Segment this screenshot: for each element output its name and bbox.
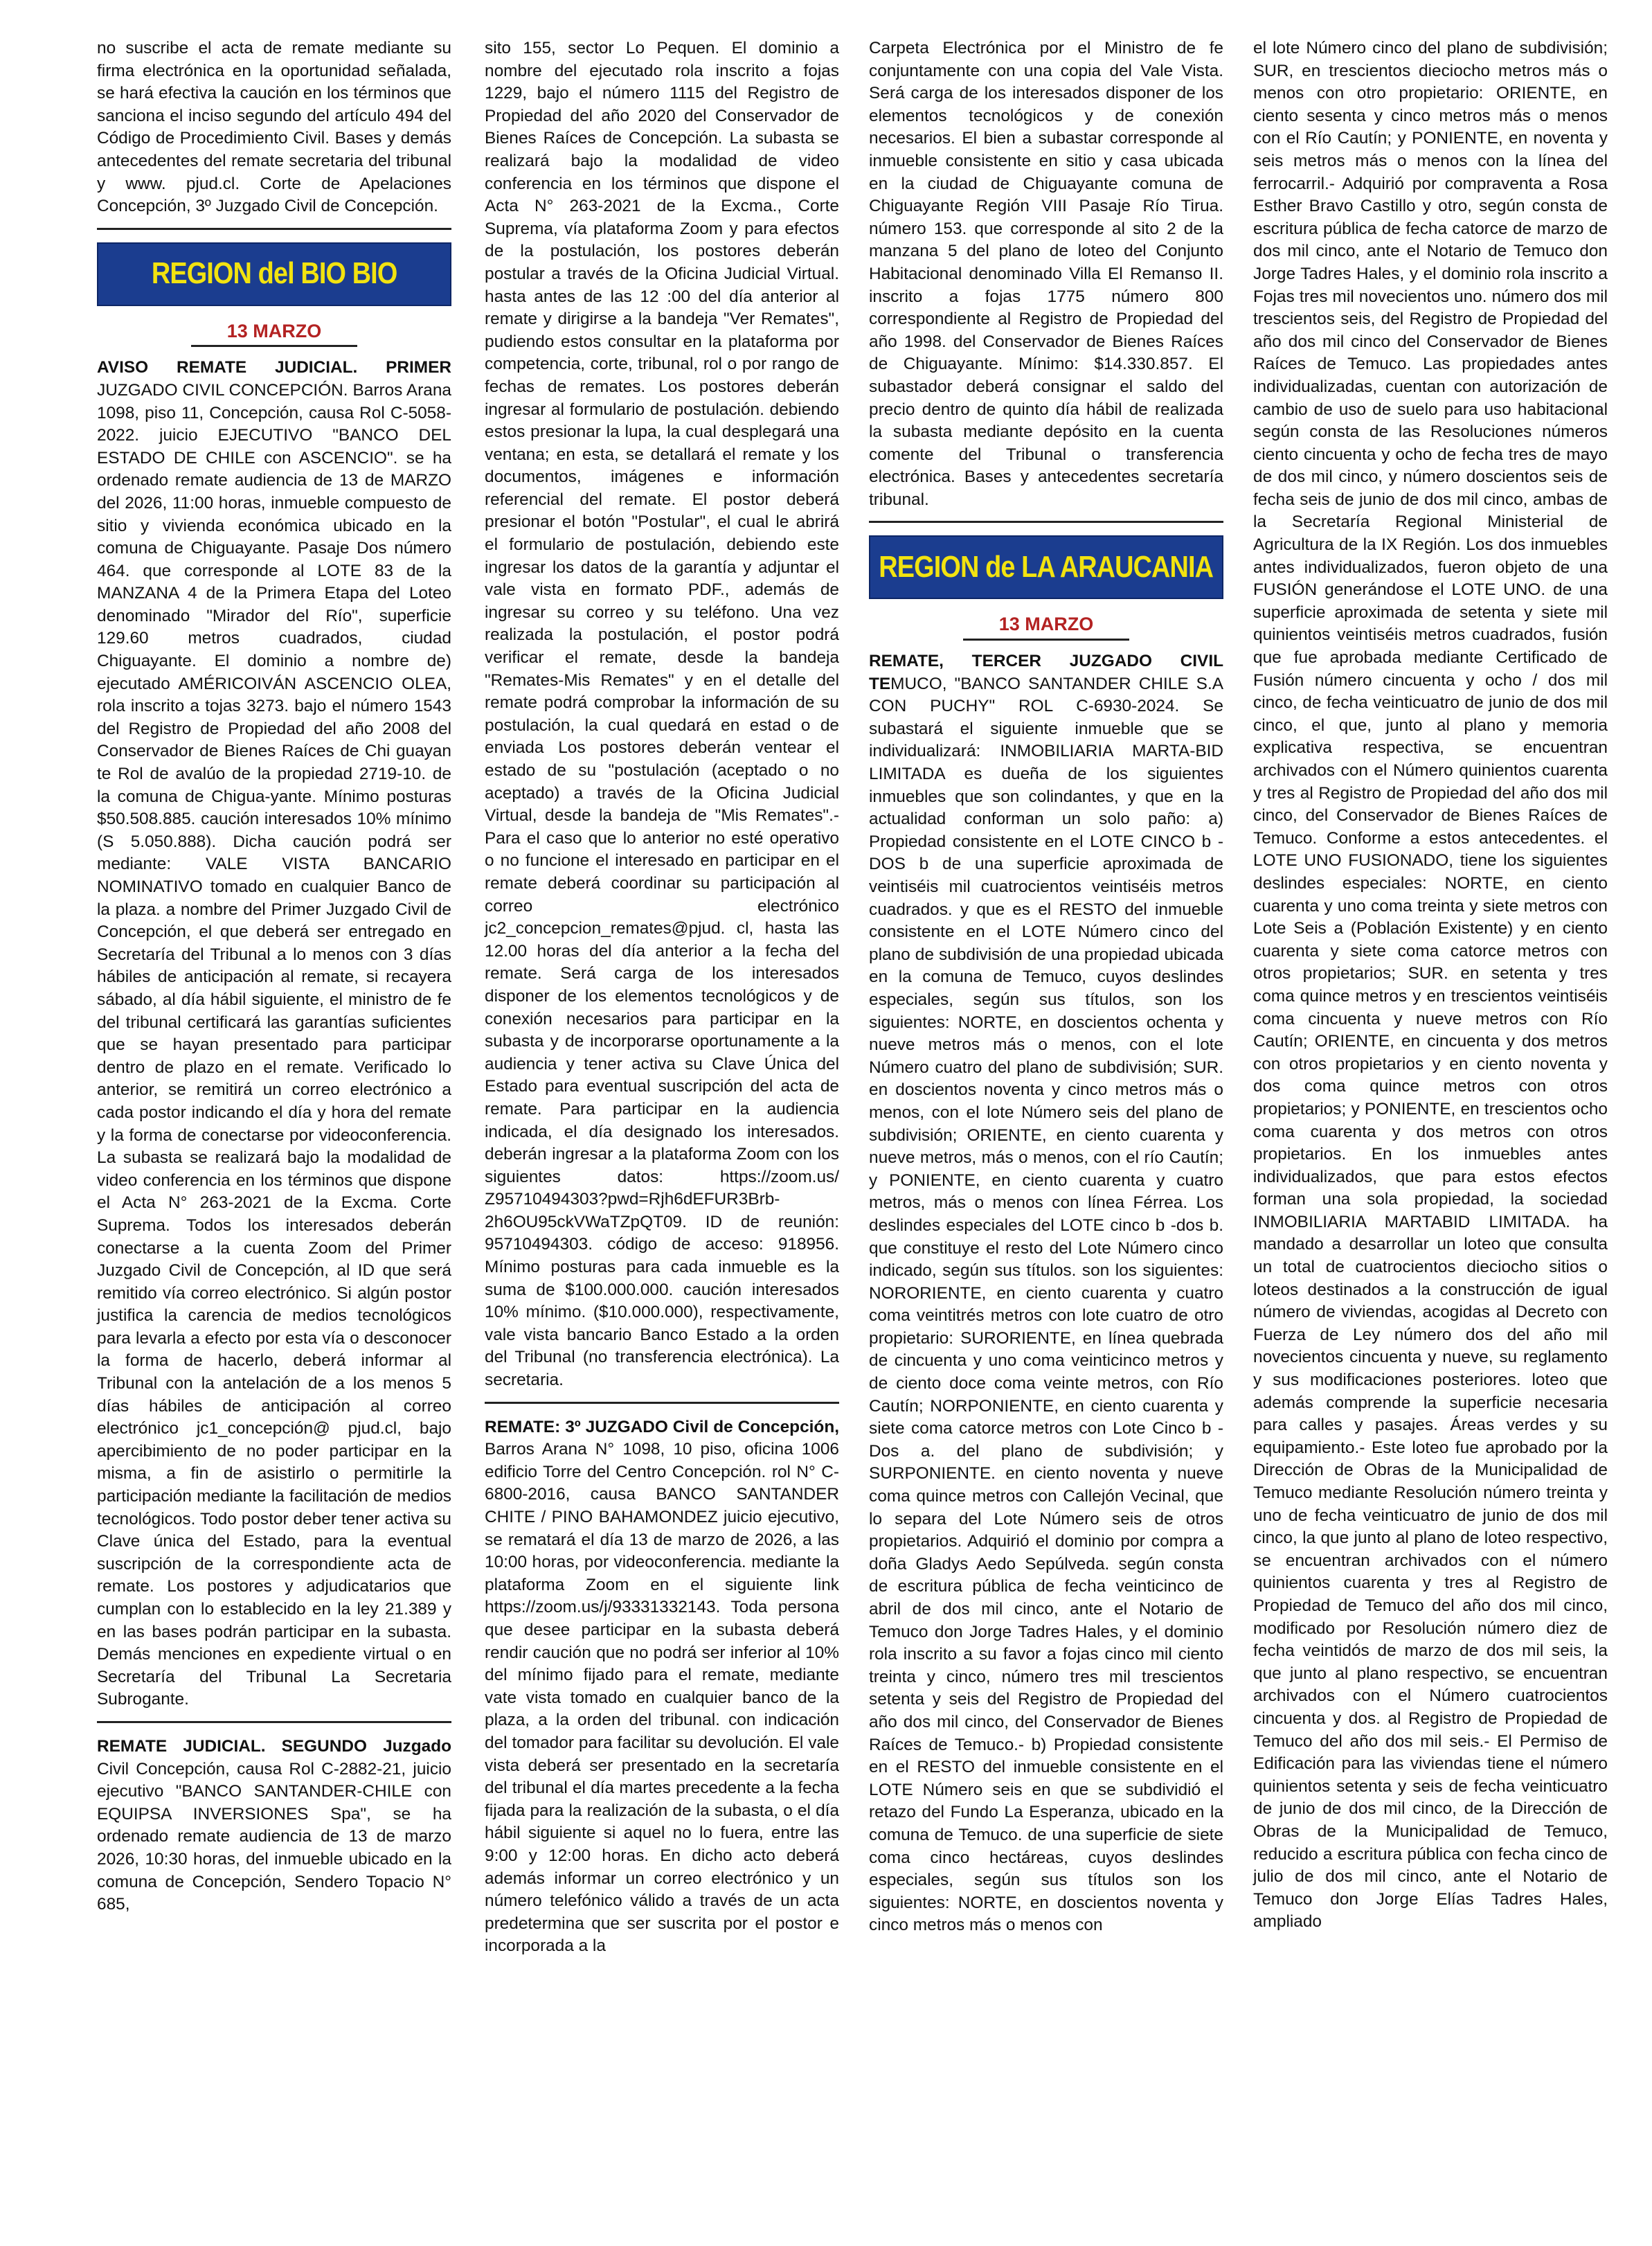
date-divider xyxy=(963,639,1129,641)
region-banner xyxy=(97,242,451,306)
notice-continuation: el lote Número cinco del plano de subdivisión; SUR, en trescientos dieciocho metros más o menos con otro propietario: ORIENTE, en ciento sesenta y cinco metros más o menos con el Río Cautín; y PONIENTE, en noventa y seis metros más o menos con la línea del ferrocarril.- Adquirió por compraventa a Rosa Esther Bravo Castillo y otro, según consta de escritura pública de fecha catorce de marzo de dos mil cinco, ante el Notario de Temuco don Jorge Tadres Hales, y el dominio rola inscrito a Fojas tres mil novecientos uno. número dos mil trescientos seis, del Registro de Propiedad del año dos mil cinco del Conservador de Bienes Raíces de Temuco. Las propiedades antes individualizadas, cuentan con autorización de cambio de uso de suelo para uso habitacional según consta de las Resoluciones números ciento cincuenta y ocho de fecha tres de mayo de dos mil cinco, y número doscientos seis de fecha seis de junio de dos mil cinco, ambas de la Secretaría Regional Ministerial de Agricultura de la IX Región. Los dos inmuebles antes individualizados, fueron objeto de una FUSIÓN generándose el LOTE UNO. de una superficie aproximada de setenta y siete mil quinientos veintiséis metros cuadrados, fusión que fue aprobada mediante Certificado de Fusión número cincuenta y ocho / dos mil cinco, de fecha veinticuatro de junio de dos mil cinco, el que, junto al plano y memoria explicativa respectiva, se encuentran archivados con el Número quinientos cuarenta y tres al Registro de Propiedad del año dos mil cinco, del Conservador de Bienes Raíces de Temuco. Conforme a estos antecedentes. el LOTE UNO FUSIONADO, tiene los siguientes deslindes especiales: NORTE, en ciento cuarenta y uno coma treinta y siete metros con Lote Seis a (Población Existente) y en ciento cuarenta y siete coma catorce metros con otros propietarios; SUR. en setenta y tres coma quince metros y en trescientos veintiséis coma cincuenta y nueve metros con Río Cautín; ORIENTE, en cincuenta y dos metros con otros propietarios y en ciento noventa y dos coma quince metros con otros propietarios; y PONIENTE, en trescientos ocho coma cuarenta y dos metros con otros propietarios. En los inmuebles antes individualizados, que para estos efectos forman una sola propiedad, la sociedad INMOBILIARIA MARTABID LIMITADA. ha mandado a desarrollar un loteo que consulta un total de cuatrocientos dieciocho sitios o loteos destinados a la construcción de igual número de viviendas, acogidas al Decreto con Fuerza de Ley número dos del año mil novecientos cincuenta y nueve, su reglamento y sus modificaciones posteriores. loteo que además comprende la superficie necesaria para calles y pasajes. Áreas verdes y su equipamiento.- Este loteo fue aprobado por la Dirección de Obras de la Municipalidad de Temuco mediante Resolución número treinta y uno de fecha veinticuatro de junio de dos mil cinco, la que junto al plano de loteo respectivo, se encuentran archivados con el número quinientos cuarenta y tres al Registro de Propiedad de Temuco del año dos mil cinco, modificado por Resolución número diez de fecha veintidós de marzo de dos mil seis, la que junto al plano respectivo, se encuentran archivados con el Número cuatrocientos cincuenta y dos. al Registro de Propiedad de Temuco del año dos mil seis.- El Permiso de Edificación para las viviendas tiene el número quinientos setenta y seis de fecha veinticuatro de junio de dos mil cinco, de la Dirección de Obras de la Municipalidad de Temuco, reducido a escritura pública con fecha cinco de julio de dos mil cinco, ante el Notario de Temuco don Jorge Elías Tadres Hales, ampliado xyxy=(1253,39,1608,1932)
notice-continuation: no suscribe el acta de remate mediante su firma electrónica en la oportunidad señalada, se hará efectiva la caución en los términos que sanciona el inciso segundo del artículo 494 del Código de Procedimiento Civil. Bases y demás antecedentes del remate secretaria del tribunal y www. pjud.cl. Corte de Apelaciones Concepción, 3º Juzgado Civil de Concepción. xyxy=(97,39,451,216)
region-banner xyxy=(869,535,1223,599)
column-4 xyxy=(1253,37,1608,1934)
column-3 xyxy=(869,37,1223,1937)
notice-heading: REMATE JUDICIAL. SEGUNDO Juzgado xyxy=(97,1736,451,1756)
divider xyxy=(869,521,1223,523)
notice-continuation: Carpeta Electrónica por el Ministro de fe conjuntamente con una copia del Vale Vista. Será carga de los interesados disponer de los elementos tecnológicos y de conexión necesarios. El bien a subastar corresponde al inmueble consistente en sitio y casa ubicada en la ciudad de Chiguayante comuna de Chiguayante Región VIII Pasaje Río Tirua. número 153. que corresponde al sito 2 de la manzana 5 del plano de loteo del Conjunto Habitacional denominado Villa El Remanso II. inscrito a fojas 1775 número 800 correspondiente al Registro de Propiedad del año 1998. del Conservador de Bienes Raíces de Chiguayante. Mínimo: $14.330.857. El subastador deberá consignar el saldo del precio dentro de quinto día hábil de realizada la subasta mediante depósito en la cuenta comente del Tribunal o transferencia electrónica. Bases y antecedentes secretaría tribunal. xyxy=(869,39,1223,509)
notice-heading: REMATE, TERCER JUZGADO CIVIL TE xyxy=(869,652,1223,693)
section-date: 13 MARZO xyxy=(226,320,322,341)
notice-body: MUCO, "BANCO SANTANDER CHILE S.A CON PUCHY" ROL C-6930-2024. Se subastará el siguiente inmueble que se individualizará: INMOBILIARIA MARTA-BID LIMITADA es dueña de los siguientes inmuebles que son colindantes, y que en la actualidad conforman un solo paño: a) Propiedad consistente en el LOTE CINCO b - DOS b de una superficie aproximada de veintiséis mil cuatrocientos veintiséis metros cuadrados. y que es el RESTO del inmueble consistente en el LOTE Número cinco del plano de subdivisión de una propiedad ubicada en la comuna de Temuco, cuyos deslindes especiales, según sus títulos, son los siguientes: NORTE, en doscientos ochenta y nueve metros más o menos, con el lote Número cuatro del plano de subdivisión; SUR. en doscientos noventa y cinco metros más o menos, con el lote Número seis del plano de subdivisión; ORIENTE, en ciento cuarenta y nueve metros, más o menos, con el río Cautín; y PONIENTE, en ciento cuarenta y cuatro metros, más o menos con línea Férrea. Los deslindes especiales del LOTE cinco b -dos b. que constituye el resto del Lote Número cinco indicado, según sus títulos. son los siguientes: NORORIENTE, en ciento cuarenta y cuatro coma veintitrés metros con lote cuatro de otro propietario: SURORIENTE, en línea quebrada de cincuenta y uno coma veinticinco metros y de ciento doce coma veinte metros, con Río Cautín; NORPONIENTE, en ciento cuarenta y siete coma catorce metros con Lote Cinco b - Dos a. del plano de subdivisión; y SURPONIENTE. en ciento noventa y nueve coma quince metros con Callejón Vecinal, que lo separa del Lote Número seis de otros propietarios. Adquirió el dominio por compra a doña Gladys Aedo Sepúlveda. según consta de escritura pública de fecha veinticinco de abril de dos mil cinco, ante el Notario de Temuco don Jorge Tadres Hales, y el dominio rola inscrito a su favor a fojas cinco mil ciento treinta y cinco, número tres mil trescientos setenta y seis del Registro de Propiedad del año dos mil cinco, del Conservador de Bienes Raíces de Temuco.- b) Propiedad consistente en el RESTO del inmueble consistente en el LOTE Número seis en que se subdividió el retazo del Fundo La Esperanza, ubicado en la comuna de Temuco. de una superficie de siete coma cinco hectáreas, cuyos deslindes especiales, según sus títulos son los siguientes: NORTE, en doscientos noventa y cinco metros más o menos con xyxy=(869,674,1223,1935)
notice-body: Civil Concepción, causa Rol C-2882-21, juicio ejecutivo "BANCO SANTANDER-CHILE con EQUIPSA INVERSIONES Spa", se ha ordenado remate audiencia de 13 de marzo 2026, 10:30 horas, del inmueble ubicado en la comuna de Concepción, Sendero Topacio N° 685, xyxy=(97,1759,451,1914)
column-1 xyxy=(97,37,451,1916)
notice-auction-1 xyxy=(97,357,451,1711)
notice-auction-3 xyxy=(485,1416,839,1958)
divider xyxy=(485,1402,839,1404)
region-banner-title: REGION del BIO BIO xyxy=(151,256,397,291)
notice-auction-4 xyxy=(869,650,1223,1937)
notice-continuation: sito 155, sector Lo Pequen. El dominio a nombre del ejecutado rola inscrito a fojas 1229, bajo el número 1115 del Registro de Propiedad del año 2020 del Conservador de Bienes Raíces de Concepción. La subasta se realizará bajo la modalidad de video conferencia en los términos que dispone el Acta N° 263-2021 de la Excma., Corte Suprema, vía plataforma Zoom y para efectos de la postulación, los postores deberán postular a través de la Oficina Judicial Virtual. hasta antes de las 12 :00 del día anterior al remate y dirigirse a la bandeja "Ver Remates", pudiendo estos consultar en la plataforma por competencia, corte, tribunal, rol o por rango de fechas de remates. Los postores deberán ingresar al formulario de postulación. debiendo estos presionar la lupa, la cual desplegará una ventana; en esta, se detallará el remate y los documentos, imágenes e información referencial del remate. El postor deberá presionar el botón "Postular", el cual le abrirá el formulario de postulación, debiendo este ingresar los datos de la garantía y adjuntar el vale vista en formato PDF., además de ingresar su correo y su teléfono. Una vez realizada la postulación, el postor podrá verificar el remate, desde la bandeja "Remates-Mis Remates" y en el detalle del remate podrá comprobar la información de su postulación, la cual quedará en estad o de enviada Los postores deberán ventear el estado de su "postulación (aceptado o no aceptado) a través de la Oficina Judicial Virtual, desde la bandeja de "Mis Remates".- Para el caso que lo anterior no esté operativo o no funcione el interesado en participar en el remate deberá coordinar su participación al correo electrónico jc2_concepcion_remates@pjud. cl, hasta las 12.00 horas del día anterior a la fecha del remate. Será carga de los interesados disponer de los elementos tecnológicos y de conexión necesarios para participar en la subasta y de incorporarse oportunamente a la audiencia y tener activa su Clave Única del Estado para eventual suscripción del acta de remate. Para participar en la audiencia indicada, el día designado los interesados. deberán ingresar a la plataforma Zoom con los siguientes datos: https://zoom.us/ Z95710494303?pwd=Rjh6dEFUR3Brb-2h6OU95ckVWaTZpQT09. ID de reunión: 95710494303. código de acceso: 918956. Mínimo posturas para cada inmueble es la suma de $100.000.000. caución interesados 10% mínimo. ($10.000.000), respectivamente, vale vista bancario Banco Estado a la orden del Tribunal (no transferencia electrónica). La secretaria. xyxy=(485,39,839,1390)
notice-heading: AVISO REMATE JUDICIAL. PRIMER xyxy=(97,358,451,377)
notice-heading: REMATE: 3º JUZGADO Civil de Concepción, xyxy=(485,1417,839,1436)
divider xyxy=(97,1721,451,1723)
notice-body: JUZGADO CIVIL CONCEPCIÓN. Barros Arana 1098, piso 11, Concepción, causa Rol C-5058-2022. juicio EJECUTIVO "BANCO DEL ESTADO DE CHILE con ASCENCIO". se ha ordenado remate audiencia de 13 de MARZO del 2026, 11:00 horas, inmueble compuesto de sitio y vivienda económica ubicado en la comuna de Chiguayante. Pasaje Dos número 464. que corresponde al LOTE 83 de la MANZANA 4 de la Primera Etapa del Loteo denominado "Mirador del Río", superficie 129.60 metros cuadrados, ciudad Chiguayante. El dominio a nombre de) ejecutado AMÉRICOIVÁN ASCENCIO OLEA, rola inscrito a tojas 3273. bajo el número 1543 del Registro de Propiedad del año 2008 del Conservador de Bienes Raíces de Chi guayan te Rol de avalúo de la propiedad 2719-10. de la comuna de Chigua-yante. Mínimo posturas $50.508.885. caución interesados 10% mínimo (S 5.050.888). Dicha caución podrá ser mediante: VALE VISTA BANCARIO NOMINATIVO tomado en cualquier Banco de la plaza. a nombre del Primer Juzgado Civil de Concepción, el que deberá ser entregado en Secretaría del Tribunal a lo menos con 3 días hábiles de anticipación al remate, si recayera sábado, al día hábil siguiente, el ministro de fe del tribunal certificará las garantías suficientes que se hayan presentado para participar dentro de plazo en el remate. Verificado lo anterior, se remitirá un correo electrónico a cada postor indicando el día y hora del remate y la forma de conectarse por videoconferencia. La subasta se realizará bajo la modalidad de video conferencia en los términos que dispone el Acta N° 263-2021 de la Excma. Corte Suprema. Todos los interesados deberán conectarse a la cuenta Zoom del Primer Juzgado Civil de Concepción, al ID que será remitido vía correo electrónico. Si algún postor justifica la carencia de medios tecnológicos para levarla a efecto por esta vía o desconocer la forma de hacerlo, deberá informar al Tribunal con la antelación de a los menos 5 días hábiles de anticipación al correo electrónico jc1_concepción@ pjud.cl, bajo apercibimiento de no poder participar en la misma, a fin de asistirlo o permitirle la participación mediante la facilitación de medios tecnológicos. Todo postor deber tener activa su Clave única del Estado, para la eventual suscripción de la correspondiente acta de remate. Los postores y adjudicatarios que cumplan con lo establecido en la ley 21.389 y en las bases podrán participar en la subasta. Demás menciones en expediente virtual o en Secretaría del Tribunal La Secretaria Subrogante. xyxy=(97,380,451,1709)
region-banner-title: REGION de LA ARAUCANIA xyxy=(879,550,1214,585)
notice-body: Barros Arana N° 1098, 10 piso, oficina 1006 edificio Torre del Centro Concepción. rol N° C-6800-2016, causa BANCO SANTANDER CHITE / PINO BAHAMONDEZ juicio ejecutivo, se rematará el día 13 de marzo de 2026, a las 10:00 horas, por videoconferencia. mediante la plataforma Zoom en el siguiente link https://zoom.us/j/93331332143. Toda persona que desee participar en la subasta deberá rendir caución que no podrá ser inferior al 10% del mínimo fijado para el remate, mediante vate vista tomado en cualquier banco de la plaza, a la orden del tribunal. con indicación del tomador para facilitar su devolución. El vale vista deberá ser presentado en la secretaría del tribunal el día martes precedente a la fecha fijada para la realización de la subasta, o el día hábil siguiente si aquel no lo fuera, entre las 9:00 y 12:00 horas. En dicho acto deberá además informar un correo electrónico y un número telefónico válido a través de un acta predetermina que ser suscrita por el postor e incorporada a la xyxy=(485,1440,839,1956)
column-2 xyxy=(485,37,839,1958)
divider xyxy=(97,228,451,230)
date-divider xyxy=(191,345,357,347)
section-date: 13 MARZO xyxy=(998,614,1094,635)
notice-auction-2 xyxy=(97,1736,451,1916)
